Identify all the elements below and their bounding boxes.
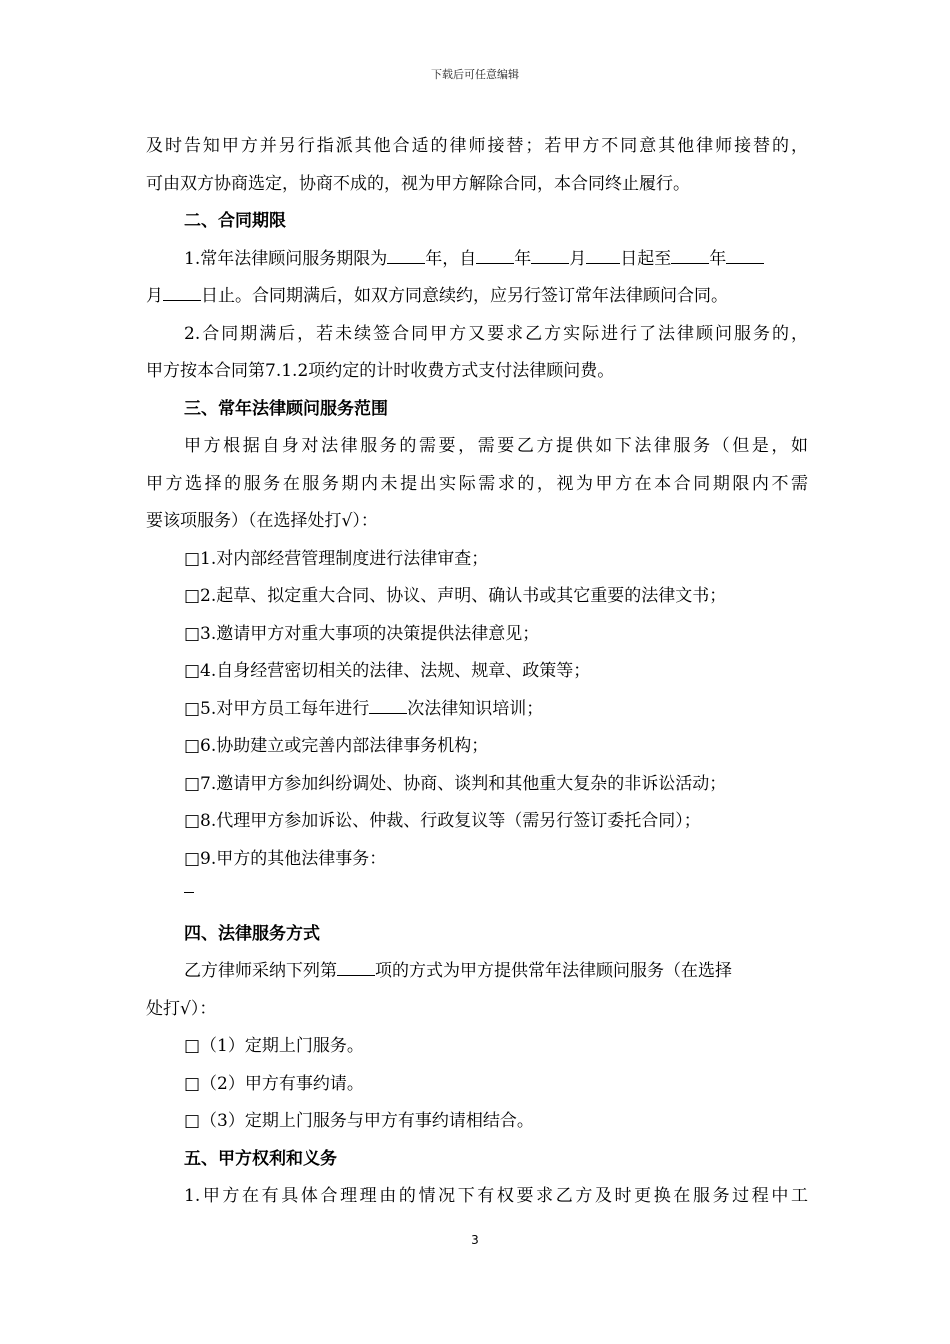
- fill-blank[interactable]: [387, 245, 425, 264]
- section-heading: 三、常年法律顾问服务范围: [184, 398, 388, 419]
- text-segment: 1.常年法律顾问服务期限为: [184, 248, 388, 269]
- fill-blank[interactable]: [671, 245, 709, 264]
- document-body: [146, 128, 808, 1216]
- fill-blank[interactable]: [369, 695, 407, 714]
- fill-blank[interactable]: [337, 957, 375, 976]
- page-number: 3: [471, 1233, 479, 1247]
- underline-mark: [184, 878, 194, 893]
- section-heading: 二、合同期限: [184, 211, 286, 231]
- paragraph-line: 及时告知甲方并另行指派其他合适的律师接替；若甲方不同意其他律师接替的，: [146, 136, 808, 156]
- checkbox-item[interactable]: □3.邀请甲方对重大事项的决策提供法律意见；: [184, 623, 540, 644]
- checkbox-item[interactable]: □（3）定期上门服务与甲方有事约请相结合。: [184, 1111, 534, 1131]
- checkbox-item[interactable]: □9.甲方的其他法律事务：: [184, 848, 387, 869]
- fill-blank[interactable]: [476, 245, 514, 264]
- checkbox-item[interactable]: □8.代理甲方参加诉讼、仲裁、行政复议等（需另行签订委托合同）；: [184, 811, 701, 831]
- checkbox-item[interactable]: □6.协助建立或完善内部法律事务机构；: [184, 736, 489, 756]
- text-segment: □5.对甲方员工每年进行: [184, 698, 370, 719]
- text-segment: 日起至: [620, 248, 672, 269]
- text-segment: 月: [146, 286, 163, 306]
- text-segment: 次法律知识培训；: [407, 698, 544, 719]
- checkbox-item[interactable]: □（1）定期上门服务。: [184, 1036, 364, 1056]
- paragraph-line: 甲方选择的服务在服务期内未提出实际需求的，视为甲方在本合同期限内不需: [146, 473, 808, 494]
- fill-blank[interactable]: [726, 245, 764, 264]
- section-heading: 四、法律服务方式: [184, 923, 320, 944]
- checkbox-item[interactable]: □（2）甲方有事约请。: [184, 1073, 364, 1094]
- paragraph-line: 可由双方协商选定，协商不成的，视为甲方解除合同，本合同终止履行。: [146, 173, 690, 194]
- text-segment: 月: [569, 248, 587, 269]
- paragraph-line: 处打√）：: [146, 998, 217, 1019]
- text-segment: 年: [709, 248, 727, 269]
- paragraph-line: [146, 953, 808, 991]
- text-segment: 乙方律师采纳下列第: [184, 961, 337, 981]
- paragraph-line: 要该项服务）（在选择处打√）：: [146, 511, 378, 531]
- contract-term-line: [146, 241, 808, 279]
- paragraph-line: 2.合同期满后，若未续签合同甲方又要求乙方实际进行了法律顾问服务的，: [184, 323, 808, 344]
- fill-blank[interactable]: [163, 282, 201, 301]
- paragraph-line: 甲方按本合同第7.1.2项约定的计时收费方式支付法律顾问费。: [146, 361, 615, 381]
- paragraph-line: 甲方根据自身对法律服务的需要，需要乙方提供如下法律服务（但是，如: [184, 436, 808, 456]
- checkbox-item[interactable]: □1.对内部经营管理制度进行法律审查；: [184, 548, 489, 569]
- text-segment: 日止。合同期满后，如双方同意续约，应另行签订常年法律顾问合同。: [201, 286, 728, 306]
- text-segment: 项的方式为甲方提供常年法律顾问服务（在选择: [375, 961, 732, 981]
- paragraph-line: 1.甲方在有具体合理理由的情况下有权要求乙方及时更换在服务过程中工: [184, 1186, 808, 1206]
- checkbox-item[interactable]: □7.邀请甲方参加纠纷调处、协商、谈判和其他重大复杂的非诉讼活动；: [184, 773, 727, 794]
- fill-blank[interactable]: [586, 245, 620, 264]
- section-heading: 五、甲方权利和义务: [184, 1148, 337, 1169]
- checkbox-item[interactable]: □4.自身经营密切相关的法律、法规、规章、政策等；: [184, 661, 591, 681]
- checkbox-item[interactable]: □2.起草、拟定重大合同、协议、声明、确认书或其它重要的法律文书；: [184, 586, 727, 606]
- contract-term-line: [146, 278, 808, 316]
- blank-line: [146, 878, 808, 916]
- checkbox-item[interactable]: [146, 691, 808, 729]
- text-segment: 年，自: [425, 248, 477, 269]
- page-header: 下载后可任意编辑: [431, 68, 519, 81]
- text-segment: 年: [514, 248, 532, 269]
- fill-blank[interactable]: [531, 245, 569, 264]
